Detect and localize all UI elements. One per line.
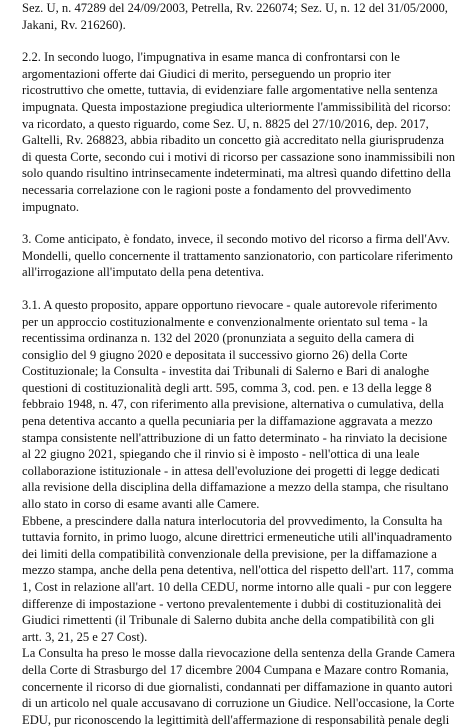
text-line: stampa consistente nell'attribuzione di un fatto determinato - ha rinviato la decisione xyxy=(22,430,448,445)
text-line: all'irrogazione all'imputato della pena detentiva. xyxy=(22,265,264,280)
text-line: argomentazioni offerte dai Giudici di merito, perseguendo un proprio iter xyxy=(22,66,391,81)
text-line: Mondelli, quello concernente il trattamento sanzionatorio, con particolare riferimento xyxy=(22,248,453,263)
text-line: 1, Cost in relazione all'art. 10 della CEDU, norme intorno alle quali - pur con leggere xyxy=(22,580,452,594)
text-line: dei limiti della compatibilità convenzionale della previsione, per la diffamazione a xyxy=(22,546,437,561)
paragraph-citation-continuation xyxy=(22,0,460,33)
text-line: Ebbene, a prescindere dalla natura interlocutoria del provvedimento, la Consulta ha xyxy=(22,513,443,528)
text-line: Sez. U, n. 47289 del 24/09/2003, Petrella, Rv. 226074; Sez. U, n. 12 del 31/05/2000, xyxy=(22,1,448,15)
text-line: 3.1. A questo proposito, appare opportuno rievocare - quale autorevole riferimento xyxy=(22,297,438,312)
text-line: per un approccio costituzionalmente e convenzionalmente orientato sul tema - la xyxy=(22,314,428,329)
text-line: febbraio 1948, n. 47, con riferimento alla previsione, alternativa o cumulativa, della xyxy=(22,397,444,412)
text-line: pena detentiva accanto a quella pecuniaria per la diffamazione aggravata a mezzo xyxy=(22,414,433,429)
text-line: della Corte di Strasburgo del 17 dicembre 2004 Cumpana e Mazare contro Romania, xyxy=(22,662,449,677)
text-line: al 22 giugno 2021, spiegando che il rinvio si è imposto - nell'ottica di una leale xyxy=(22,447,420,462)
paragraph-3-1 xyxy=(22,297,460,728)
text-line: EDU, pur riconoscendo la legittimità dell'affermazione di responsabilità penale degli xyxy=(22,712,450,727)
text-line: tuttavia fornito, in primo luogo, alcune direttrici ermeneutiche utili all'inquadramento xyxy=(22,530,452,545)
text-line: allo stato in corso di esame avanti alle Camere. xyxy=(22,497,260,512)
text-line: Costituzionale; la Consulta - investita dai Tribunali di Salerno e Bari di analoghe xyxy=(22,364,430,379)
text-line: Jakani, Rv. 216260). xyxy=(22,17,126,32)
text-line: artt. 3, 21, 25 e 27 Cost). xyxy=(22,629,148,644)
text-line: recentissima ordinanza n. 132 del 2020 (pronunziata a seguito della camera di xyxy=(22,331,415,346)
text-line: impugnato. xyxy=(22,199,80,214)
text-line: La Consulta ha preso le mosse dalla rievocazione della sentenza della Grande Camera xyxy=(22,646,455,661)
text-line: collaborazione istituzionale - in attesa dell'evoluzione dei progetti di legge dedicati xyxy=(22,463,440,478)
text-line: concernente il ricorso di due giornalisti, condannati per diffamazione in quanto autori xyxy=(22,679,453,694)
text-line: di un articolo nel quale accusavano di corruzione un Giudice. Nell'occasione, la Corte xyxy=(22,696,455,711)
paragraph-gap xyxy=(22,33,460,49)
paragraph-gap xyxy=(22,281,460,297)
text-line: alla revisione della disciplina della diffamazione a mezzo della stampa, che risultano xyxy=(22,480,449,495)
text-line: di questa Corte, secondo cui i motivi di ricorso per cassazione sono inammissibili non xyxy=(22,149,456,164)
text-line: differenze di impostazione - vertono prevalentemente i dubbi di costituzionalità dei xyxy=(22,596,442,611)
text-line: 2.2. In secondo luogo, l'impugnativa in esame manca di confrontarsi con le xyxy=(22,50,400,65)
text-line: necessaria correlazione con le ragioni poste a fondamento del provvedimento xyxy=(22,182,412,197)
text-line: questioni di costituzionalità degli artt. 595, comma 3, cod. pen. e 13 della legge 8 xyxy=(22,380,432,395)
text-line: Galtelli, Rv. 268823, abbia ribadito un concetto già accreditato nella giurisprudenza xyxy=(22,133,444,148)
paragraph-2-2 xyxy=(22,49,460,215)
paragraph-3 xyxy=(22,231,460,281)
text-line: ricostruttivo che omette, tuttavia, di evidenziare falle argomentative nella sentenza xyxy=(22,83,438,98)
text-line: va ricordato, a questo riguardo, come Sez. U, n. 8825 del 27/10/2016, dep. 2017, xyxy=(22,116,429,131)
text-line: solo quando risultino intrinsecamente indeterminati, ma altresì quando difettino della xyxy=(22,166,451,181)
text-line: consiglio del 9 giugno 2020 e depositata il successivo giorno 26) della Corte xyxy=(22,347,408,362)
text-line: mezzo stampa, anche della pena detentiva, nell'ottica del rispetto dell'art. 117, comma xyxy=(22,563,454,578)
text-line: 3. Come anticipato, è fondato, invece, il secondo motivo del ricorso a firma dell'Avv. xyxy=(22,232,450,247)
text-line: impugnata. Questa impostazione pregiudica ulteriormente l'ammissibilità del ricorso: xyxy=(22,99,451,114)
paragraph-gap xyxy=(22,215,460,231)
text-line: Giudici rimettenti (il Tribunale di Salerno dubita anche della compatibilità con gli xyxy=(22,613,435,628)
